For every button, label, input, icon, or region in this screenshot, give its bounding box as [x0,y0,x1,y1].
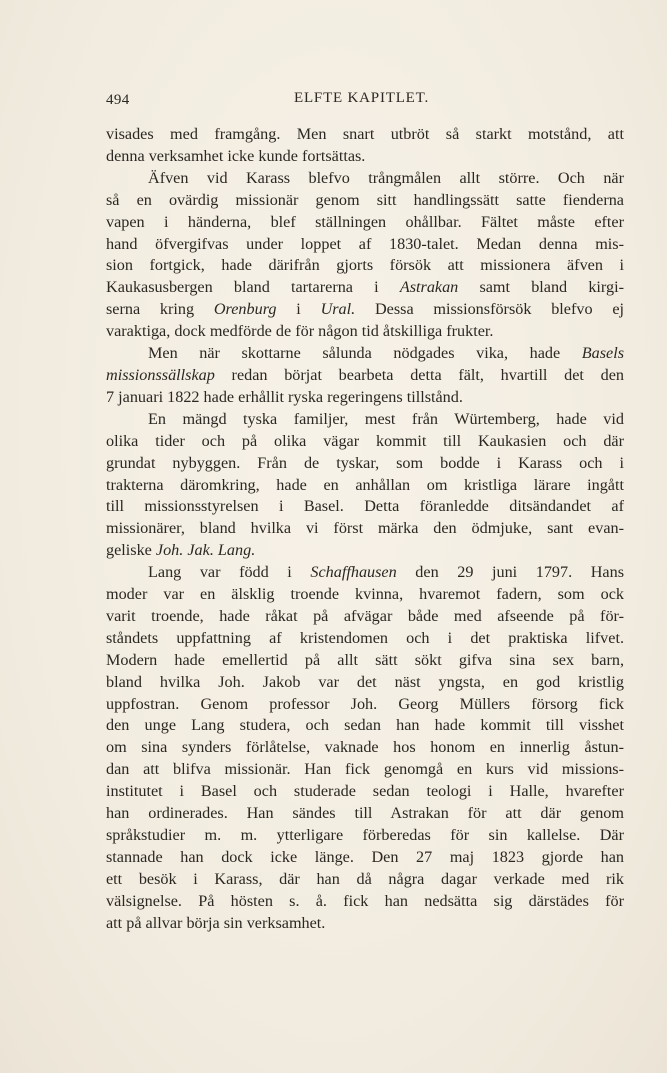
text-line [106,475,624,497]
text-run: geliske [106,541,156,560]
italic-text: Schaffhausen [310,563,397,582]
text-run: hand öfvergifvas under loppet af 1830-talet. Medan denna mis- [106,234,624,253]
italic-text: missionssällskap [106,365,215,384]
text-run: varaktiga, dock medförde de för någon tid åtskilliga frukter. [106,322,494,341]
text-line [106,387,624,409]
text-line [106,891,624,913]
text-run: Dessa missionsförsök blefvo ej [355,300,625,319]
text-run: trakterna däromkring, hade en anhållan om kristliga lärare ingått [106,475,624,494]
text-run: uppfostran. Genom professor Joh. Georg Müllers försorg fick [106,694,624,713]
text-line [106,124,624,146]
text-line [106,212,624,234]
italic-text: Orenburg [213,300,277,319]
italic-text: Ural. [320,300,356,319]
italic-text: Astrakan [399,278,459,297]
text-run: den 29 juni 1797. Hans [396,563,624,582]
text-run: ståndets uppfattning af kristendomen och i det praktiska lifvet. [106,628,624,647]
text-run: moder var en älsklig troende kvinna, hvaremot fadern, som ock [106,585,624,604]
text-run: redan börjat bearbeta detta fält, hvartill det den [214,365,624,384]
text-line [106,146,624,168]
text-line [106,825,624,847]
text-run: visades med framgång. Men snart utbröt så starkt motstånd, att [106,125,624,143]
text-line [106,715,624,737]
text-run: han ordinerades. Han sändes till Astrakan för att där genom [106,804,624,823]
text-run: Lang var född i [148,563,311,582]
text-line [106,409,624,431]
text-run: grundat nybyggen. Från de tyskar, som bodde i Karass och i [106,453,624,472]
text-run: dan att blifva missionär. Han fick genomgå en kurs vid missions- [106,760,624,779]
text-run: Men när skottarne sålunda nödgades vika, hade [148,344,582,363]
text-run: den unge Lang studera, och sedan han hade kommit till visshet [106,716,624,735]
text-run: varit troende, hade råkat på afvägar både med afseende på för- [106,606,624,625]
text-run: En mängd tyska familjer, mest från Würtemberg, hade vid [148,409,624,428]
text-line [106,606,624,628]
text-run: Kaukasusbergen bland tartarerna i [106,278,400,297]
text-run: vapen i händerna, blef ställningen ohållbar. Fältet måste efter [106,212,624,231]
text-run: bland hvilka Joh. Jakob var det näst yngsta, en god kristlig [106,672,624,691]
text-line [106,759,624,781]
text-run: stannade han dock icke länge. Den 27 maj 1823 gjorde han [106,847,624,866]
italic-text: Basels [581,344,624,363]
text-run: att på allvar börja sin verksamhet. [106,913,326,932]
text-line [106,453,624,475]
text-line [106,737,624,759]
text-run: denna verksamhet icke kunde fortsättas. [106,146,366,165]
text-line [106,869,624,891]
text-run: så en ovärdig missionär genom sitt handlingssätt satte fienderna [106,190,624,209]
text-line [106,803,624,825]
text-line [106,913,624,935]
text-run: samt bland kirgi- [458,278,624,297]
text-line [106,343,624,365]
text-line [106,562,624,584]
text-run: missionärer, bland hvilka vi först märka den ödmjuke, sant evan- [106,519,624,538]
page-number: 494 [106,92,130,108]
text-line [106,518,624,540]
text-run: ett besök i Karass, där han då några dagar verkade med rik [106,869,624,888]
running-head: ELFTE KAPITLET. [294,90,430,106]
text-line [106,365,624,387]
text-line [106,190,624,212]
text-run: serna kring [106,300,214,319]
text-line [106,847,624,869]
body-text [106,124,624,935]
text-line [106,496,624,518]
text-line [106,234,624,256]
text-run: till missionsstyrelsen i Basel. Detta föranledde ditsändandet af [106,497,624,516]
text-line [106,431,624,453]
text-run: institutet i Basel och studerade sedan teologi i Halle, hvarefter [106,782,624,801]
text-line [106,650,624,672]
text-run: olika tider och på olika vägar kommit till Kaukasien och där [106,431,624,450]
text-line [106,584,624,606]
text-run: Modern hade emellertid på allt sätt sökt gifva sina sex barn, [106,650,624,669]
text-line [106,168,624,190]
text-run: om sina synders förlåtelse, vaknade hos honom en innerlig åstun- [106,738,624,757]
italic-text: Joh. Jak. Lang. [155,541,256,560]
text-run: välsignelse. På hösten s. å. fick han nedsätta sig därstädes för [106,891,624,910]
text-run: sion fortgick, hade därifrån gjorts försök att missionera äfven i [106,256,624,275]
text-run: 7 januari 1822 hade erhållit ryska regeringens tillstånd. [106,387,463,406]
text-line [106,299,624,321]
text-line [106,672,624,694]
text-run: i [276,300,321,319]
text-run: Äfven vid Karass blefvo trångmålen allt större. Och när [148,168,624,187]
text-line [106,694,624,716]
text-line [106,255,624,277]
text-line [106,277,624,299]
text-line [106,628,624,650]
text-line [106,540,624,562]
page-header [106,90,624,114]
text-line [106,781,624,803]
text-line [106,321,624,343]
text-run: språkstudier m. m. ytterligare förberedas för sin kallelse. Där [106,826,624,844]
